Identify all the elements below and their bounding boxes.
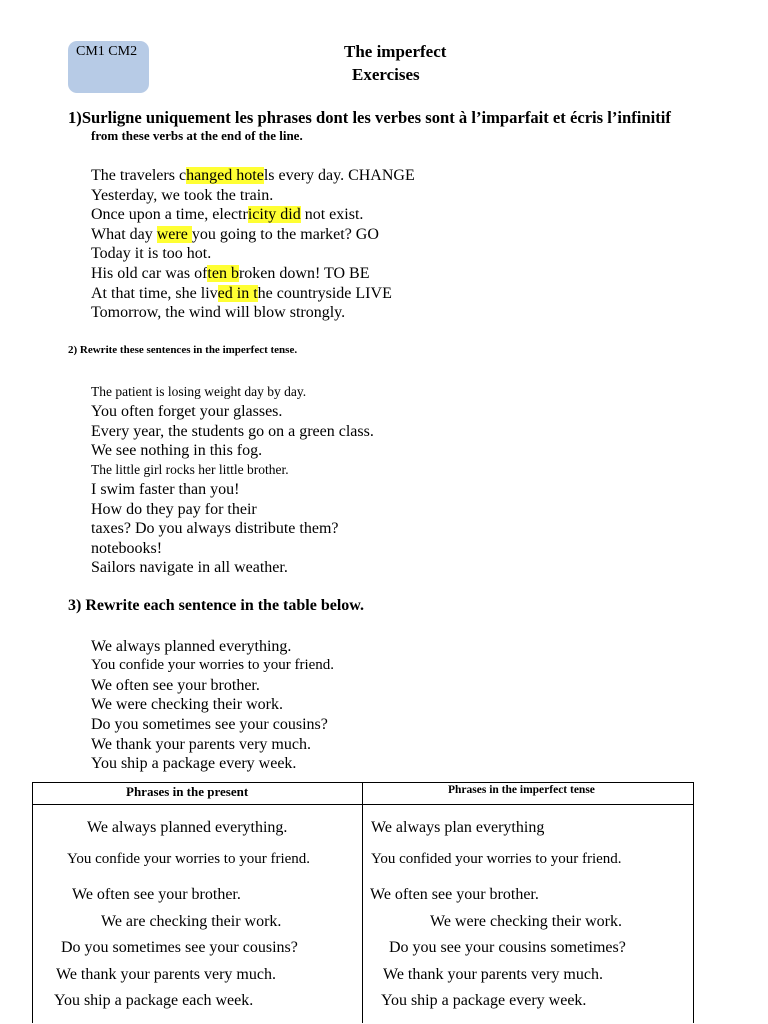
table-column-divider	[362, 783, 363, 1023]
table-cell-present: We thank your parents very much.	[56, 966, 276, 983]
ex2-sentence: Sailors navigate in all weather.	[91, 559, 288, 576]
conversion-table	[32, 782, 694, 1023]
table-cell-present: You ship a package each week.	[54, 992, 254, 1009]
ex2-sentence: Every year, the students go on a green class.	[91, 423, 374, 440]
ex1-sentence: The travelers changed hotels every day. CHANGE	[91, 167, 415, 184]
page-title: The imperfect	[344, 42, 447, 61]
ex3-sentence: We were checking their work.	[91, 696, 283, 713]
ex2-sentence: taxes? Do you always distribute them?	[91, 520, 339, 537]
table-header-divider	[33, 804, 693, 805]
ex3-sentence: We often see your brother.	[91, 677, 260, 694]
ex2-sentence: How do they pay for their	[91, 501, 257, 518]
table-cell-imperfect: You ship a package every week.	[381, 992, 587, 1009]
table-cell-present: We are checking their work.	[101, 913, 282, 930]
table-cell-present: You confide your worries to your friend.	[67, 851, 311, 867]
ex1-sentence: Today it is too hot.	[91, 245, 212, 262]
ex2-sentence: You often forget your glasses.	[91, 403, 283, 420]
table-cell-present: We often see your brother.	[72, 886, 241, 903]
class-level-badge	[68, 41, 149, 93]
table-cell-imperfect: You confided your worries to your friend.	[371, 851, 622, 867]
ex3-sentence: We thank your parents very much.	[91, 736, 311, 753]
ex2-sentence: The little girl rocks her little brother.	[91, 462, 289, 477]
table-cell-imperfect: We always plan everything	[371, 819, 545, 836]
ex1-sentence: At that time, she lived in the countryside LIVE	[91, 285, 392, 302]
ex1-sentence: Tomorrow, the wind will blow strongly.	[91, 304, 346, 321]
exercise-1-instruction-cont: from these verbs at the end of the line.	[91, 128, 303, 143]
table-cell-imperfect: We thank your parents very much.	[383, 966, 603, 983]
exercise-2-instruction: 2) Rewrite these sentences in the imperfect tense.	[68, 344, 298, 356]
table-header-present: Phrases in the present	[126, 784, 249, 799]
exercise-1-instruction: 1)Surligne uniquement les phrases dont les verbes sont à l’imparfait et écris l’infinitif	[68, 108, 671, 127]
ex2-sentence: The patient is losing weight day by day.	[91, 384, 307, 399]
table-cell-imperfect: Do you see your cousins sometimes?	[389, 939, 626, 956]
table-cell-imperfect: We often see your brother.	[370, 886, 539, 903]
table-cell-present: We always planned everything.	[87, 819, 288, 836]
ex2-sentence: We see nothing in this fog.	[91, 442, 263, 459]
ex1-sentence: His old car was often broken down! TO BE	[91, 265, 370, 282]
ex3-sentence: You ship a package every week.	[91, 755, 297, 772]
ex2-sentence: notebooks!	[91, 540, 163, 557]
table-cell-imperfect: We were checking their work.	[430, 913, 622, 930]
ex1-sentence: Once upon a time, electricity did not exist.	[91, 206, 364, 223]
table-cell-present: Do you sometimes see your cousins?	[61, 939, 298, 956]
ex2-sentence: I swim faster than you!	[91, 481, 240, 498]
ex1-sentence: What day were you going to the market? GO	[91, 226, 379, 243]
ex3-sentence: You confide your worries to your friend.	[91, 657, 335, 673]
exercise-3-instruction: 3) Rewrite each sentence in the table below.	[68, 597, 364, 614]
class-level-label: CM1 CM2	[76, 44, 138, 59]
page-subtitle: Exercises	[352, 65, 420, 84]
table-header-imperfect: Phrases in the imperfect tense	[448, 784, 595, 796]
ex3-sentence: We always planned everything.	[91, 638, 292, 655]
ex3-sentence: Do you sometimes see your cousins?	[91, 716, 328, 733]
ex1-sentence: Yesterday, we took the train.	[91, 187, 274, 204]
